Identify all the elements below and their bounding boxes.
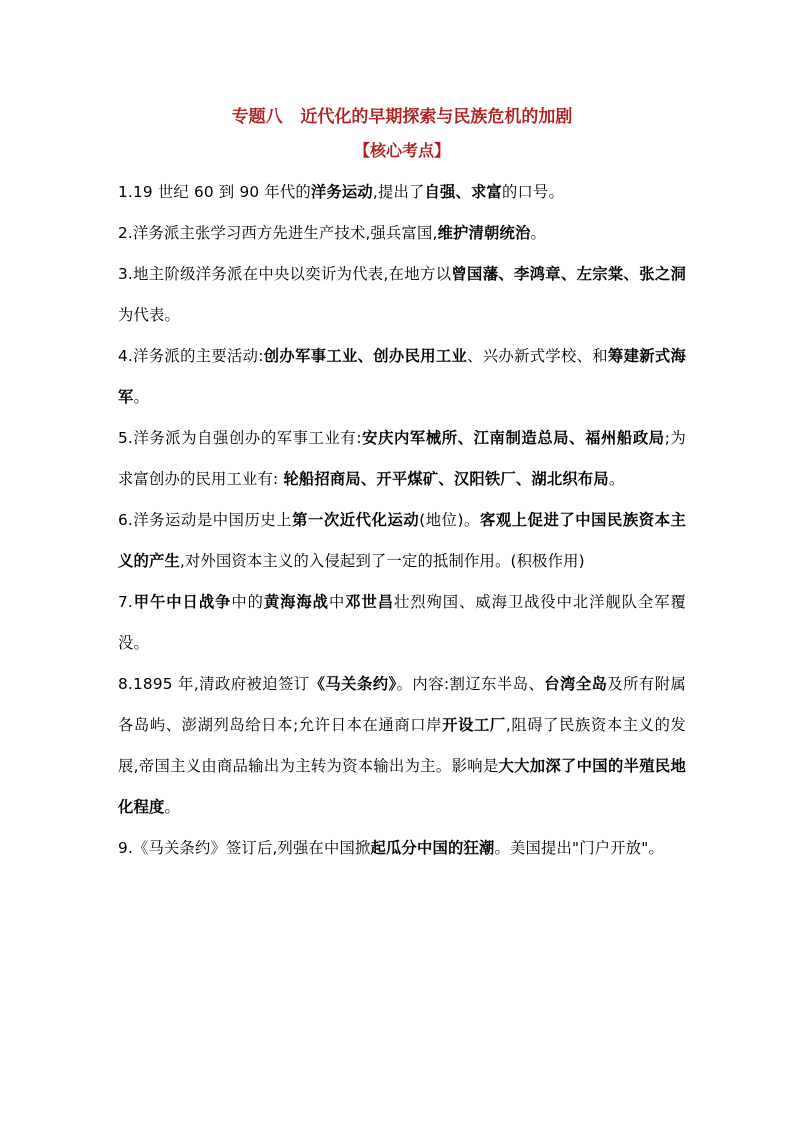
key-term: 第一次近代化运动 [292,511,420,529]
page-title: 专题八 近代化的早期探索与民族危机的加剧 [231,107,573,127]
key-term: 自强、求富 [424,183,502,201]
key-term: 轮船招商局、开平煤矿、汉阳铁厂、湖北织布局 [283,470,609,488]
body-text: 为代表。 [118,306,180,324]
body-text: 。内容:割辽东半岛、 [396,675,545,693]
body-text: 。美国提出"门户开放"。 [494,839,664,857]
key-term: 维护清朝统治 [437,224,531,242]
key-term: 邓世昌 [345,593,395,611]
core-points-list [118,172,686,869]
body-text: ;为求富创办的民用工业有: [118,429,686,488]
body-text: ,对外国资本主义的入侵起到了一定的抵制作用。(积极作用) [180,552,585,570]
key-term: 曾国藩、李鸿章、左宗棠、张之洞 [451,265,686,283]
key-term: 创办军事工业、创办民用工业 [263,347,468,365]
core-point-item [118,213,686,254]
body-text: 8.1895 年,清政府被迫签订 [118,675,310,693]
body-text: 4.洋务派的主要活动: [118,347,264,365]
body-text: 5.洋务派为自强创办的军事工业有: [118,429,362,447]
core-point-item [118,254,686,336]
body-text: 中的 [231,593,264,611]
core-point-item [118,500,686,582]
key-term: 开设工厂 [442,716,506,734]
key-term: 大大加深了中国的半殖民地化程度 [118,757,686,816]
body-text: ,阻碍了民族资本主义的发展,帝国主义由商品输出为主转为资本输出为主。影响是 [118,716,687,775]
body-text: 中 [328,593,346,611]
key-term: 洋务运动 [310,183,373,201]
key-term: 台湾全岛 [544,675,608,693]
key-term: 客观上促进了中国民族资本主义的产生 [118,511,686,570]
body-text: 6.洋务运动是中国历史上 [118,511,293,529]
body-text: 及所有附属各岛屿、澎湖列岛给日本;允许日本在通商口岸 [118,675,686,734]
body-text: 。 [133,388,149,406]
body-text: 2.洋务派主张学习西方先进生产技术,强兵富国, [118,224,438,242]
body-text: 1.19 世纪 60 到 90 年代的 [118,183,311,201]
core-point-item [118,582,686,664]
body-text: 的口号。 [501,183,564,201]
key-term: 起瓜分中国的狂潮 [370,839,495,857]
body-text: 、兴办新式学校、和 [467,347,608,365]
body-text: (地位)。 [419,511,480,529]
body-text: 3.地主阶级洋务派在中央以奕䜣为代表,在地方以 [118,265,452,283]
key-term: 甲午中日战争 [133,593,232,611]
section-heading: 【核心考点】 [353,141,450,160]
core-point-item [118,664,686,828]
body-text: 。 [608,470,625,488]
core-point-item [118,828,686,869]
core-point-item [118,172,686,213]
key-term: 筹建新式海军 [118,347,686,406]
core-point-item [118,336,686,418]
body-text: 。 [530,224,547,242]
body-text: 壮烈殉国、威海卫战役中北洋舰队全军覆没。 [118,593,686,652]
body-text: 9.《马关条约》签订后,列强在中国掀 [118,839,371,857]
core-point-item [118,418,686,500]
body-text: 。 [164,798,180,816]
body-text: 7. [118,593,133,611]
key-term: 《马关条约》 [309,675,397,693]
body-text: ,提出了 [372,183,425,201]
key-term: 安庆内军械所、江南制造总局、福州船政局 [361,429,665,447]
document-page [118,100,686,869]
key-term: 黄海海战 [263,593,329,611]
